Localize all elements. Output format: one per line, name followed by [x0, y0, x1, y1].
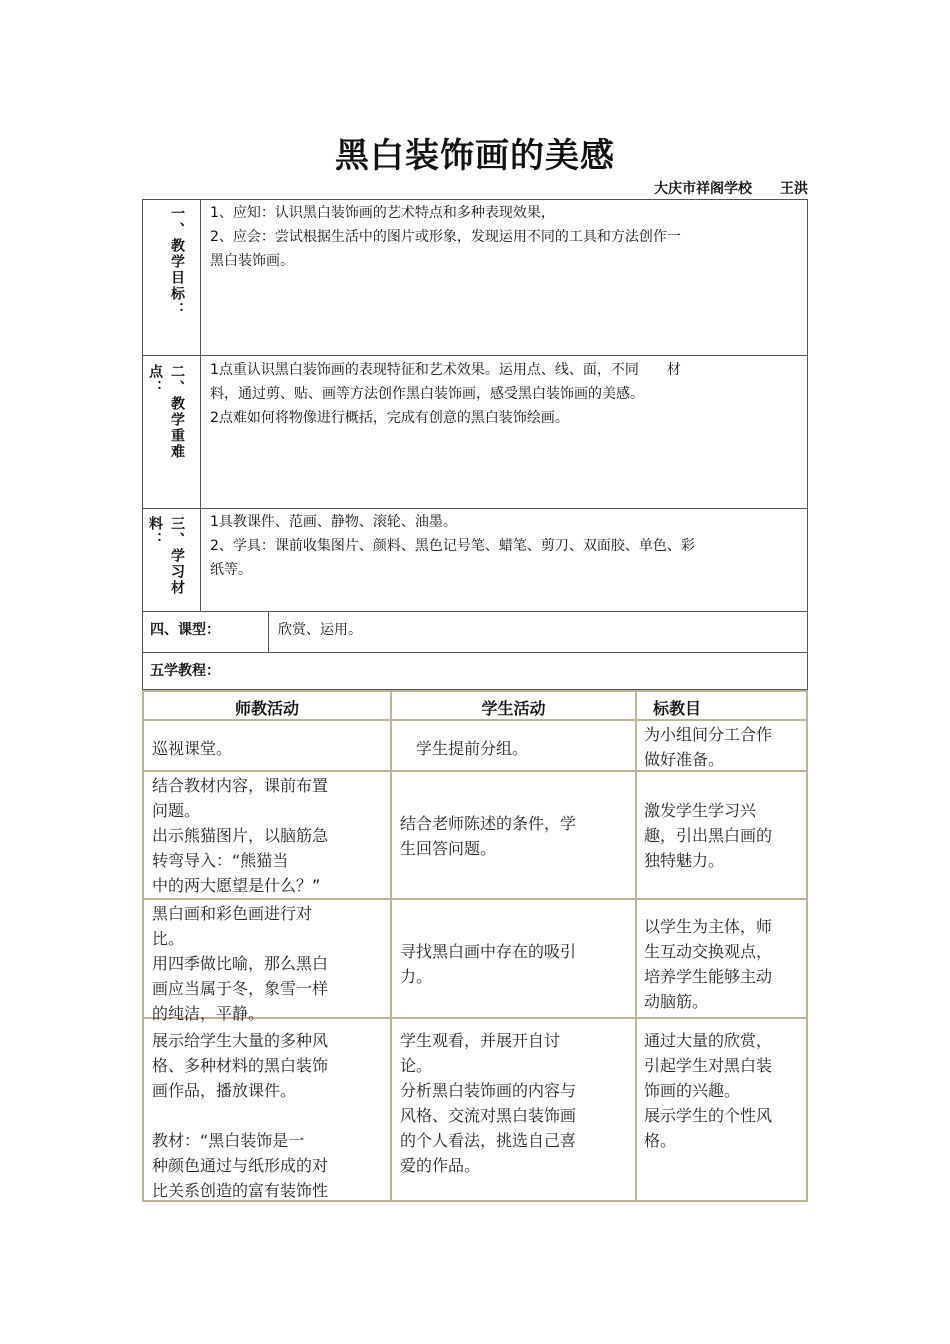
process-row-divider: [144, 898, 806, 900]
cell-line: 动脑筋。: [644, 992, 709, 1011]
materials-line: 2、学具：课前收集图片、颜料、黑色记号笔、蜡笔、剪刀、双面胶、单色、彩: [210, 538, 695, 554]
process-header-teacher: 师教活动: [234, 699, 299, 718]
cell-line: 寻找黑白画中存在的吸引: [400, 942, 577, 961]
cell-line: 分析黑白装饰画的内容与: [400, 1081, 577, 1100]
cell-line: 饰画的兴趣。: [644, 1081, 741, 1100]
cell-line: 风格、交流对黑白装饰画: [400, 1106, 577, 1125]
label-column-divider: [200, 199, 201, 611]
cell-line: 格、多种材料的黑白装饰: [152, 1056, 329, 1075]
row-divider-4: [142, 652, 808, 653]
keypoints-label: 二、教学重难: [169, 364, 185, 460]
cell-line: 巡视课堂。: [152, 739, 233, 758]
process-col-divider-1: [390, 692, 392, 1200]
cell-line: 的纯洁，平静。: [152, 1004, 265, 1023]
cell-line: 问题。: [152, 801, 201, 820]
process-row-1-goal: [644, 722, 806, 772]
process-header-goal: 标教目: [652, 699, 701, 718]
materials-label-tail: 料：: [147, 516, 163, 548]
cell-line: 引起学生对黑白装: [644, 1056, 773, 1075]
cell-line: 学生提前分组。: [400, 739, 529, 758]
cell-line: 展示学生的个性风: [644, 1106, 773, 1125]
process-header-student: 学生活动: [481, 699, 546, 718]
process-label: 五学教程：: [150, 663, 220, 679]
process-row-3-teacher: [152, 901, 384, 1026]
row-divider-1: [142, 355, 808, 356]
author-line: 大庆市祥阁学校 王洪: [654, 181, 808, 197]
keypoints-label-tail: 点：: [147, 364, 163, 396]
lesson-type-label: 四、课型：: [150, 622, 220, 638]
cell-line: 做好准备。: [644, 750, 725, 769]
cell-line: 以学生为主体，师: [644, 917, 773, 936]
cell-line: 教材：“黑白装饰是一: [152, 1131, 305, 1150]
cell-line: 结合教材内容，课前布置: [152, 776, 329, 795]
cell-line: 学生观看，并展开自讨: [400, 1031, 561, 1050]
document-title: 黑白装饰画的美感: [335, 136, 615, 176]
materials-label: 三、学习材: [169, 516, 185, 596]
cell-line: 格。: [644, 1131, 677, 1150]
process-row-1-teacher: [152, 736, 384, 761]
cell-line: 画作品，播放课件。: [152, 1081, 297, 1100]
process-table: [142, 690, 808, 1202]
row-divider-2: [142, 508, 808, 509]
cell-line: 中的两大愿望是什么？”: [152, 876, 321, 895]
process-row-4-student: [400, 1028, 630, 1178]
materials-line: 1具教课件、范画、静物、滚轮、油墨。: [210, 514, 457, 530]
row-divider-3: [142, 611, 808, 612]
cell-line: 展示给学生大量的多种风: [152, 1031, 329, 1050]
cell-line: 论。: [400, 1056, 433, 1075]
cell-line: 种颜色通过与纸形成的对: [152, 1156, 329, 1175]
process-row-2-teacher: [152, 773, 384, 898]
process-row-3-goal: [644, 914, 806, 1014]
cell-line: 趣，引出黑白画的: [644, 826, 773, 845]
cell-line: 生回答问题。: [400, 839, 497, 858]
cell-line: 通过大量的欣赏，: [644, 1031, 773, 1050]
materials-line: 纸等。: [210, 562, 252, 578]
cell-line: 激发学生学习兴: [644, 801, 757, 820]
objectives-label: 一、教学目标：: [169, 206, 185, 318]
objectives-line: 1、应知：认识黑白装饰画的艺术特点和多种表现效果，: [210, 205, 555, 221]
cell-line: [152, 1103, 384, 1128]
objectives-line: 2、应会：尝试根据生活中的图片或形象，发现运用不同的工具和方法创作一: [210, 229, 681, 245]
lesson-type-divider: [268, 611, 269, 652]
cell-line: 力。: [400, 967, 433, 986]
process-row-4-goal: [644, 1028, 806, 1153]
process-row-1-student: [400, 736, 630, 761]
cell-line: 爱的作品。: [400, 1156, 481, 1175]
cell-line: 生互动交换观点，: [644, 942, 773, 961]
process-row-divider: [144, 719, 806, 721]
cell-line: 画应当属于冬，象雪一样: [152, 979, 329, 998]
cell-line: 的个人看法，挑选自己喜: [400, 1131, 577, 1150]
objectives-content: [210, 201, 800, 273]
process-row-4-teacher: [152, 1028, 384, 1203]
process-row-3-student: [400, 939, 630, 989]
cell-line: 用四季做比喻，那么黑白: [152, 954, 329, 973]
materials-content: [210, 510, 800, 582]
process-col-divider-2: [635, 692, 637, 1200]
objectives-line: 黑白装饰画。: [210, 253, 294, 269]
cell-line: 黑白画和彩色画进行对: [152, 904, 313, 923]
keypoints-line: 料，通过剪、贴、画等方法创作黑白装饰画，感受黑白装饰画的美感。: [210, 386, 644, 402]
keypoints-line: 2点难如何将物像进行概括，完成有创意的黑白装饰绘画。: [210, 410, 569, 426]
cell-line: 比关系创造的富有装饰性: [152, 1181, 329, 1200]
cell-line: 为小组间分工合作: [644, 725, 773, 744]
keypoints-line: 1点重认识黑白装饰画的表现特征和艺术效果。运用点、线、面，不同 材: [210, 362, 681, 378]
cell-line: 出示熊猫图片，以脑筋急: [152, 826, 329, 845]
process-row-2-goal: [644, 798, 806, 873]
process-row-2-student: [400, 811, 630, 861]
lesson-type-value: 欣赏、运用。: [278, 622, 362, 638]
cell-line: 转弯导入：“熊猫当: [152, 851, 289, 870]
cell-line: 独特魅力。: [644, 851, 725, 870]
cell-line: 比。: [152, 929, 185, 948]
cell-line: 培养学生能够主动: [644, 967, 773, 986]
cell-line: 结合老师陈述的条件，学: [400, 814, 577, 833]
keypoints-content: [210, 358, 800, 430]
